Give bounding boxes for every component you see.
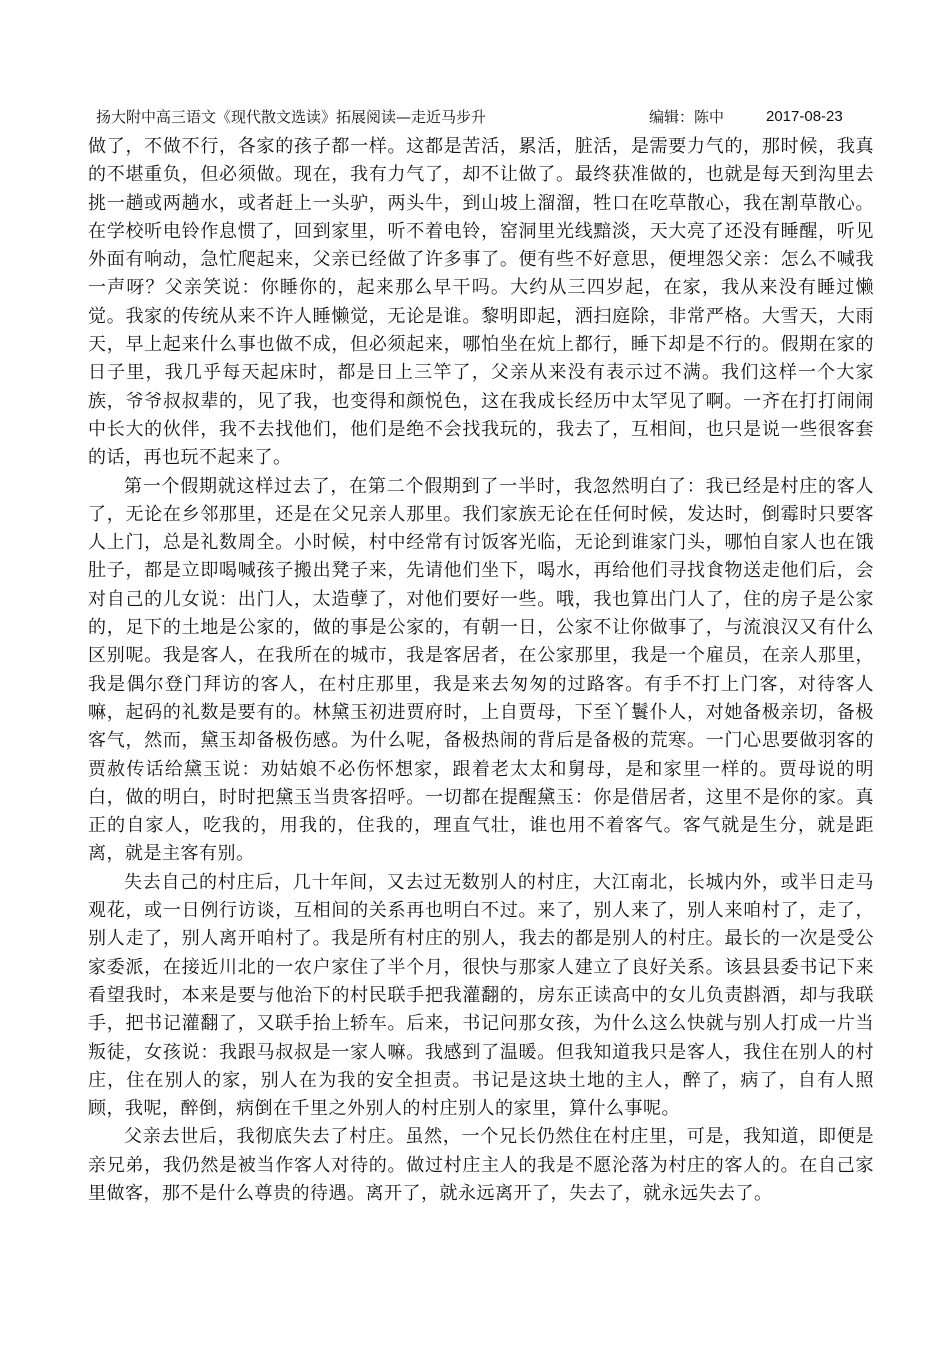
paragraph: 父亲去世后，我彻底失去了村庄。虽然，一个兄长仍然住在村庄里，可是，我知道，即便是亲兄弟，我仍然是被当作客人对待的。做过村庄主人的我是不愿沦落为村庄的客人的。在自己家里做客，那不是什么尊贵的待遇。离开了，就永远离开了，失去了，就永远失去了。 [88, 1126, 874, 1204]
header-date: 2017-08-23 [766, 108, 843, 125]
paragraph: 失去自己的村庄后，几十年间，又去过无数别人的村庄，大江南北，长城内外，或半日走马观花，或一日例行访谈，互相间的关系再也明白不过。来了，别人来了，别人来咱村了，走了，别人走了，别人离开咱村了。我是所有村庄的别人，我去的都是别人的村庄。最长的一次是受公家委派，在接近川北的一农户家住了半个月，很快与那家人建立了良好关系。该县县委书记下来看望我时，本来是要与他治下的村民联手把我灌翻的，房东正读高中的女儿负责斟酒，却与我联手，把书记灌翻了，又联手抬上轿车。后来，书记问那女孩，为什么这么快就与别人打成一片当叛徒，女孩说：我跟马叔叔是一家人嘛。我感到了温暖。但我知道我只是客人，我住在别人的村庄，住在别人的家，别人在为我的安全担责。书记是这块土地的主人，醉了，病了，自有人照顾，我呢，醉倒，病倒在千里之外别人的村庄别人的家里，算什么事呢。 [88, 871, 874, 1120]
header-title: 扬大附中高三语文《现代散文选读》拓展阅读—走近马步升 [96, 108, 487, 126]
article-body [88, 133, 874, 1208]
paragraph-continued: 做了，不做不行，各家的孩子都一样。这都是苦活，累活，脏活，是需要力气的，那时候，我真的不堪重负，但必须做。现在，我有力气了，却不让做了。最终获准做的，也就是每天到沟里去挑一趟或两趟水，或者赶上一头驴，两头牛，到山坡上溜溜，牲口在吃草散心，我在割草散心。在学校听电铃作息惯了，回到家里，听不着电铃，窑洞里光线黯淡，天大亮了还没有睡醒，听见外面有响动，急忙爬起来，父亲已经做了许多事了。便有些不好意思，便埋怨父亲：怎么不喊我一声呀？父亲笑说：你睡你的，起来那么早干吗。大约从三四岁起，在家，我从来没有睡过懒觉。我家的传统从来不许人睡懒觉，无论是谁。黎明即起，洒扫庭除，非常严格。大雪天，大雨天，早上起来什么事也做不成，但必须起来，哪怕坐在炕上都行，睡下却是不行的。假期在家的日子里，我几乎每天起床时，都是日上三竿了，父亲从来没有表示过不满。我们这样一个大家族，爷爷叔叔辈的，见了我，也变得和颜悦色，这在我成长经历中太罕见了啊。一齐在打打闹闹中长大的伙伴，我不去找他们，他们是绝不会找我玩的，我去了，互相间，也只是说一些很客套的话，再也玩不起来了。 [88, 136, 874, 469]
page-header [96, 106, 856, 128]
header-editor: 编辑：陈中 [649, 108, 725, 126]
paragraph: 第一个假期就这样过去了，在第二个假期到了一半时，我忽然明白了：我已经是村庄的客人了，无论在乡邻那里，还是在父兄亲人那里。我们家族无论在任何时候，发达时，倒霉时只要客人上门，总是礼数周全。小时候，村中经常有讨饭客光临，无论到谁家门头，哪怕自家人也在饿肚子，都是立即喝喊孩子搬出凳子来，先请他们坐下，喝水，再给他们寻找食物送走他们后，会对自己的儿女说：出门人，太造孽了，对他们要好一些。哦，我也算出门人了，住的房子是公家的，足下的土地是公家的，做的事是公家的，有朝一日，公家不让你做事了，与流浪汉又有什么区别呢。我是客人，在我所在的城市，我是客居者，在公家那里，我是一个雇员，在亲人那里，我是偶尔登门拜访的客人，在村庄那里，我是来去匆匆的过路客。有手不打上门客，对待客人嘛，起码的礼数是要有的。林黛玉初进贾府时，上自贾母，下至丫鬟仆人，对她备极亲切，备极客气，然而，黛玉却备极伤感。为什么呢，备极热闹的背后是备极的荒寒。一门心思要做羽客的贾赦传话给黛玉说：劝姑娘不必伤怀想家，跟着老太太和舅母，是和家里一样的。贾母说的明白，做的明白，时时把黛玉当贵客招呼。一切都在提醒黛玉：你是借居者，这里不是你的家。真正的自家人，吃我的，用我的，住我的，理直气壮，谁也用不着客气。客气就是生分，就是距离，就是主客有别。 [88, 475, 874, 865]
